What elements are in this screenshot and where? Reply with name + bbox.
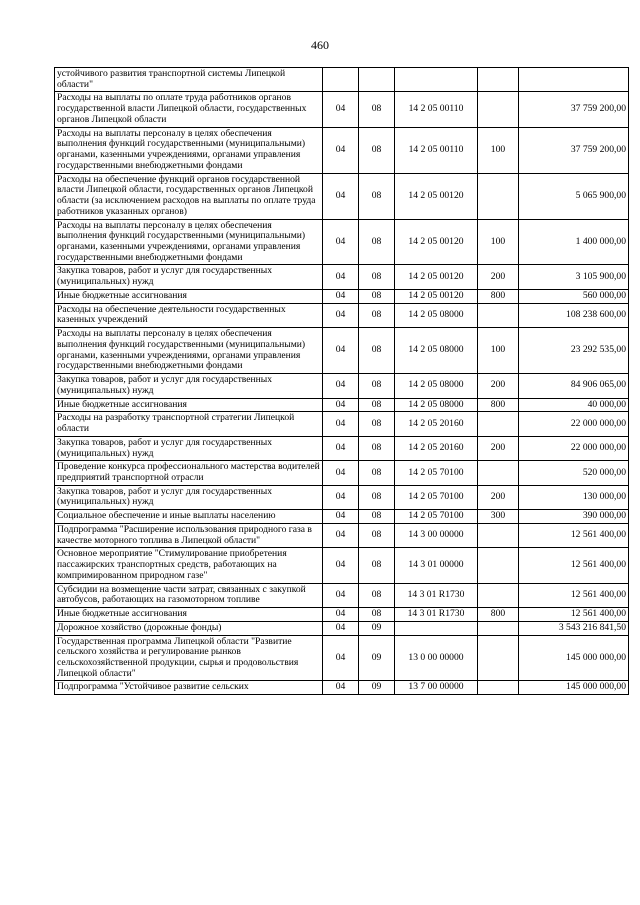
row-name-cell: Расходы на разработку транспортной стратегии Липецкой области [55,412,323,436]
target-article-cell: 14 3 01 00000 [395,548,478,583]
expense-type-cell [478,412,519,436]
table-row [55,374,629,398]
amount-cell: 3 105 900,00 [519,265,629,289]
row-name-cell: Иные бюджетные ассигнования [55,289,323,303]
section-code-cell: 04 [323,583,359,607]
expense-type-cell: 800 [478,398,519,412]
target-article-cell: 14 2 05 00120 [395,289,478,303]
expense-type-cell [478,173,519,219]
table-row [55,127,629,173]
expense-type-cell [478,583,519,607]
amount-cell: 130 000,00 [519,485,629,509]
row-name-cell: Расходы на обеспечение деятельности государственных казенных учреждений [55,303,323,327]
section-code-cell: 04 [323,265,359,289]
subsection-code-cell: 09 [359,621,395,635]
amount-cell: 1 400 000,00 [519,219,629,265]
expense-type-cell [478,523,519,547]
table-row [55,635,629,681]
amount-cell: 37 759 200,00 [519,127,629,173]
row-name-cell: Субсидии на возмещение части затрат, связанных с закупкой автобусов, работающих на газомоторном топливе [55,583,323,607]
amount-cell: 22 000 000,00 [519,436,629,460]
table-row [55,398,629,412]
row-name-cell: Проведение конкурса профессионального мастерства водителей предприятий транспортной отрасли [55,461,323,485]
target-article-cell: 14 2 05 00110 [395,92,478,127]
section-code-cell: 04 [323,412,359,436]
expense-type-cell: 100 [478,127,519,173]
expense-type-cell: 200 [478,436,519,460]
row-name-cell: Иные бюджетные ассигнования [55,398,323,412]
target-article-cell [395,621,478,635]
expense-type-cell [478,68,519,92]
target-article-cell: 14 2 05 00120 [395,173,478,219]
subsection-code-cell: 08 [359,265,395,289]
expense-type-cell [478,635,519,681]
table-row [55,436,629,460]
section-code-cell: 04 [323,289,359,303]
table-row [55,328,629,374]
row-name-cell: Расходы на выплаты персоналу в целях обеспечения выполнения функций государственными (муниципальными) органами, казенными учреждениями, органами управления государственными внебюджетными фондами [55,219,323,265]
target-article-cell: 14 2 05 20160 [395,412,478,436]
table-row [55,265,629,289]
table-row [55,68,629,92]
row-name-cell: Дорожное хозяйство (дорожные фонды) [55,621,323,635]
amount-cell: 40 000,00 [519,398,629,412]
amount-cell: 3 543 216 841,50 [519,621,629,635]
section-code-cell: 04 [323,374,359,398]
subsection-code-cell: 08 [359,412,395,436]
subsection-code-cell: 08 [359,219,395,265]
subsection-code-cell: 08 [359,92,395,127]
table-row [55,461,629,485]
subsection-code-cell: 09 [359,681,395,695]
table-row [55,621,629,635]
subsection-code-cell: 08 [359,523,395,547]
subsection-code-cell: 08 [359,608,395,622]
table-row [55,510,629,524]
target-article-cell: 14 2 05 00120 [395,265,478,289]
subsection-code-cell: 08 [359,127,395,173]
target-article-cell: 14 3 00 00000 [395,523,478,547]
section-code-cell: 04 [323,173,359,219]
table-row [55,289,629,303]
row-name-cell: Иные бюджетные ассигнования [55,608,323,622]
row-name-cell: Социальное обеспечение и иные выплаты населению [55,510,323,524]
table-row [55,681,629,695]
amount-cell: 108 238 600,00 [519,303,629,327]
subsection-code-cell: 08 [359,583,395,607]
row-name-cell: Закупка товаров, работ и услуг для государственных (муниципальных) нужд [55,485,323,509]
subsection-code-cell [359,68,395,92]
expense-type-cell: 200 [478,265,519,289]
subsection-code-cell: 08 [359,398,395,412]
subsection-code-cell: 08 [359,485,395,509]
section-code-cell: 04 [323,485,359,509]
row-name-cell: устойчивого развития транспортной системы Липецкой области" [55,68,323,92]
row-name-cell: Расходы на обеспечение функций органов государственной власти Липецкой области, государственных органов Липецкой области (за исключением расходов на выплаты по оплате труда работников указанных органов) [55,173,323,219]
section-code-cell: 04 [323,303,359,327]
budget-table [54,67,629,695]
target-article-cell: 14 2 05 00120 [395,219,478,265]
section-code-cell: 04 [323,219,359,265]
budget-table-body [55,68,629,695]
amount-cell [519,68,629,92]
amount-cell: 560 000,00 [519,289,629,303]
subsection-code-cell: 08 [359,548,395,583]
row-name-cell: Основное мероприятие "Стимулирование приобретения пассажирских транспортных средств, работающих на компримированном природном газе" [55,548,323,583]
target-article-cell: 13 7 00 00000 [395,681,478,695]
target-article-cell: 14 2 05 08000 [395,398,478,412]
row-name-cell: Подпрограмма "Расширение использования природного газа в качестве моторного топлива в Липецкой области" [55,523,323,547]
row-name-cell: Расходы на выплаты по оплате труда работников органов государственной власти Липецкой области, государственных органов Липецкой области [55,92,323,127]
subsection-code-cell: 08 [359,374,395,398]
subsection-code-cell: 09 [359,635,395,681]
target-article-cell: 14 2 05 70100 [395,461,478,485]
table-row [55,303,629,327]
table-row [55,412,629,436]
target-article-cell: 14 2 05 70100 [395,510,478,524]
subsection-code-cell: 08 [359,328,395,374]
table-row [55,583,629,607]
amount-cell: 5 065 900,00 [519,173,629,219]
amount-cell: 84 906 065,00 [519,374,629,398]
section-code-cell: 04 [323,436,359,460]
subsection-code-cell: 08 [359,436,395,460]
amount-cell: 22 000 000,00 [519,412,629,436]
section-code-cell [323,68,359,92]
amount-cell: 12 561 400,00 [519,608,629,622]
section-code-cell: 04 [323,681,359,695]
target-article-cell: 14 2 05 20160 [395,436,478,460]
section-code-cell: 04 [323,398,359,412]
target-article-cell [395,68,478,92]
section-code-cell: 04 [323,461,359,485]
expense-type-cell [478,461,519,485]
section-code-cell: 04 [323,635,359,681]
amount-cell: 37 759 200,00 [519,92,629,127]
target-article-cell: 14 2 05 08000 [395,328,478,374]
target-article-cell: 14 2 05 00110 [395,127,478,173]
subsection-code-cell: 08 [359,461,395,485]
subsection-code-cell: 08 [359,173,395,219]
table-row [55,608,629,622]
expense-type-cell [478,303,519,327]
expense-type-cell: 200 [478,374,519,398]
expense-type-cell [478,92,519,127]
amount-cell: 145 000 000,00 [519,681,629,695]
amount-cell: 12 561 400,00 [519,523,629,547]
expense-type-cell: 300 [478,510,519,524]
section-code-cell: 04 [323,328,359,374]
table-row [55,219,629,265]
section-code-cell: 04 [323,548,359,583]
section-code-cell: 04 [323,510,359,524]
section-code-cell: 04 [323,92,359,127]
amount-cell: 520 000,00 [519,461,629,485]
row-name-cell: Расходы на выплаты персоналу в целях обеспечения выполнения функций государственными (муниципальными) органами, казенными учреждениями, органами управления государственными внебюджетными фондами [55,328,323,374]
table-row [55,485,629,509]
row-name-cell: Подпрограмма "Устойчивое развитие сельских [55,681,323,695]
amount-cell: 12 561 400,00 [519,583,629,607]
row-name-cell: Закупка товаров, работ и услуг для государственных (муниципальных) нужд [55,265,323,289]
target-article-cell: 14 3 01 R1730 [395,608,478,622]
subsection-code-cell: 08 [359,510,395,524]
expense-type-cell [478,681,519,695]
section-code-cell: 04 [323,127,359,173]
row-name-cell: Закупка товаров, работ и услуг для государственных (муниципальных) нужд [55,436,323,460]
row-name-cell: Государственная программа Липецкой области "Развитие сельского хозяйства и регулирование рынков сельскохозяйственной продукции, сырья и продовольствия Липецкой области" [55,635,323,681]
expense-type-cell: 800 [478,608,519,622]
expense-type-cell [478,621,519,635]
target-article-cell: 13 0 00 00000 [395,635,478,681]
table-row [55,523,629,547]
expense-type-cell [478,548,519,583]
table-row [55,173,629,219]
table-row [55,92,629,127]
section-code-cell: 04 [323,523,359,547]
subsection-code-cell: 08 [359,289,395,303]
target-article-cell: 14 2 05 08000 [395,303,478,327]
section-code-cell: 04 [323,621,359,635]
expense-type-cell: 800 [478,289,519,303]
target-article-cell: 14 2 05 70100 [395,485,478,509]
target-article-cell: 14 2 05 08000 [395,374,478,398]
amount-cell: 145 000 000,00 [519,635,629,681]
amount-cell: 390 000,00 [519,510,629,524]
row-name-cell: Закупка товаров, работ и услуг для государственных (муниципальных) нужд [55,374,323,398]
target-article-cell: 14 3 01 R1730 [395,583,478,607]
amount-cell: 12 561 400,00 [519,548,629,583]
subsection-code-cell: 08 [359,303,395,327]
row-name-cell: Расходы на выплаты персоналу в целях обеспечения выполнения функций государственными (муниципальными) органами, казенными учреждениями, органами управления государственными внебюджетными фондами [55,127,323,173]
expense-type-cell: 200 [478,485,519,509]
section-code-cell: 04 [323,608,359,622]
page-number: 460 [311,38,329,52]
expense-type-cell: 100 [478,328,519,374]
table-row [55,548,629,583]
expense-type-cell: 100 [478,219,519,265]
amount-cell: 23 292 535,00 [519,328,629,374]
